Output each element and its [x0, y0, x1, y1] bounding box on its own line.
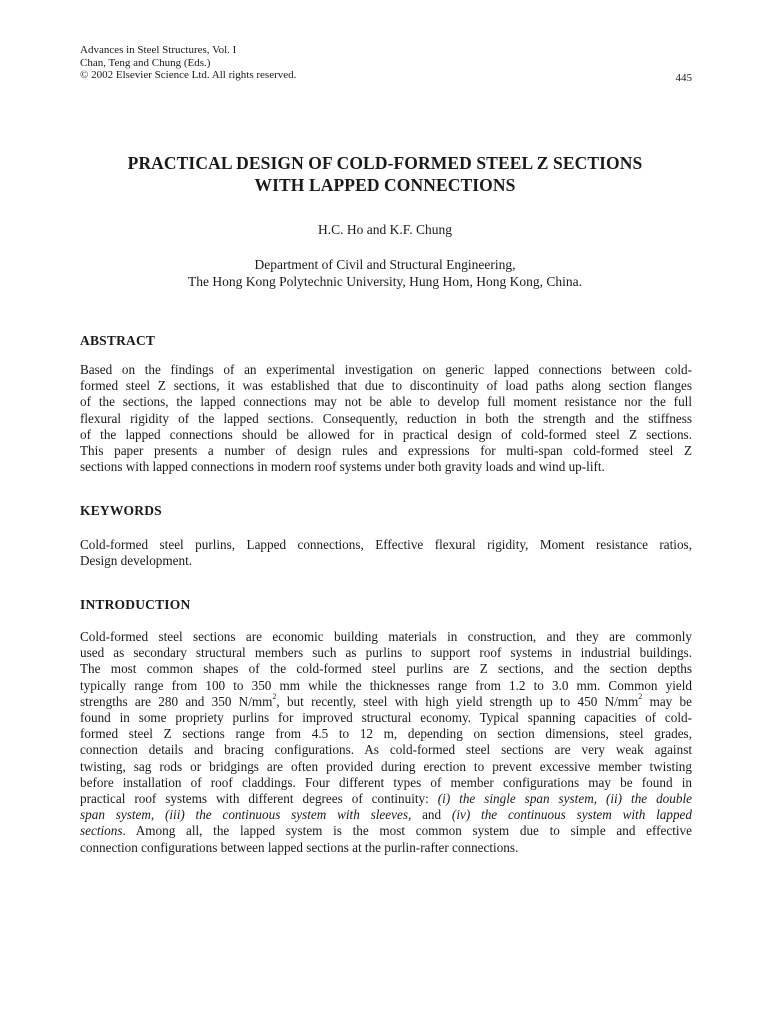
intro-text-segment: practical roof systems with different degrees of continuity: [80, 791, 438, 807]
introduction-heading: INTRODUCTION [80, 597, 191, 612]
header-line: Advances in Steel Structures, Vol. I [80, 44, 237, 56]
abstract-line: flexural rigidity of the lapped sections. Consequently, reduction in both the strength and the stiffness [80, 410, 692, 426]
intro-line: The most common shapes of the cold-formed steel purlins are Z sections, and the section depths [80, 661, 692, 677]
abstract-heading: ABSTRACT [80, 333, 156, 348]
abstract-line: of the lapped connections should be allowed for in practical design of cold-formed steel Z sections. [80, 426, 692, 442]
intro-line: before installation of roof claddings. Four different types of member configurations may be found in [80, 774, 692, 790]
introduction-text [80, 629, 692, 856]
affiliation [60, 256, 710, 290]
title-line: PRACTICAL DESIGN OF COLD-FORMED STEEL Z SECTIONS [127, 153, 643, 173]
affiliation-line: Department of Civil and Structural Engineering, [254, 257, 516, 272]
abstract-line: formed steel Z sections, it was established that due to discontinuity of load paths along section flanges [80, 378, 692, 394]
abstract-text [80, 362, 692, 475]
paper-title [60, 152, 710, 196]
intro-line [80, 694, 692, 710]
authors: H.C. Ho and K.F. Chung [318, 222, 452, 237]
header-line: Chan, Teng and Chung (Eds.) [80, 56, 211, 69]
intro-line: connection details and bracing configurations. As cold-formed steel sections are very weak against [80, 742, 692, 758]
abstract-line: Based on the findings of an experimental investigation on generic lapped connections between cold- [80, 362, 692, 377]
intro-line [80, 823, 692, 839]
keywords-line: Design development. [80, 553, 193, 569]
keywords-heading: KEYWORDS [80, 503, 162, 518]
intro-line: connection configurations between lapped sections at the purlin-rafter connections. [80, 839, 519, 855]
intro-italic-segment: (iv) the continuous system with lapped [451, 807, 692, 823]
intro-text-segment: and [411, 807, 452, 823]
intro-line: used as secondary structural members such as purlins to support roof systems in industrial buildings. [80, 645, 692, 661]
header-line: © 2002 Elsevier Science Ltd. All rights reserved. [80, 69, 297, 81]
intro-line [80, 807, 692, 823]
abstract-line: This paper presents a number of design rules and expressions for multi-span cold-formed steel Z [80, 443, 692, 459]
superscript: 2 [272, 692, 277, 702]
intro-line: formed steel Z sections range from 4.5 to 12 m, depending on section dimensions, steel grades, [80, 726, 692, 742]
abstract-line: sections with lapped connections in modern roof systems under both gravity loads and wind up-lift. [80, 459, 605, 475]
intro-italic-segment: span system, (iii) the continuous system with sleeves, [80, 807, 412, 823]
affiliation-line: The Hong Kong Polytechnic University, Hung Hom, Hong Kong, China. [188, 274, 582, 289]
intro-line: twisting, sag rods or bridgings are often provided during erection to prevent excessive member twisting [80, 758, 692, 774]
page-number: 445 [675, 72, 692, 84]
intro-line: typically range from 100 to 350 mm while the thicknesses range from 1.2 to 3.0 mm. Common yield [80, 677, 692, 693]
intro-italic-segment: sections [80, 823, 123, 839]
intro-text-segment: strengths are 280 and 350 N/mm [80, 693, 273, 709]
intro-italic-segment: (i) the single span system, (ii) the double [437, 791, 692, 807]
intro-line [80, 791, 692, 807]
intro-line: found in some propriety purlins for improved structural economy. Typical spanning capacities of cold- [80, 710, 692, 726]
keywords-text [80, 537, 692, 569]
intro-text-segment: may be [642, 693, 692, 709]
intro-line: Cold-formed steel sections are economic building materials in construction, and they are commonly [80, 629, 692, 644]
superscript: 2 [638, 692, 643, 702]
keywords-line: Cold-formed steel purlins, Lapped connections, Effective flexural rigidity, Moment resistance ratios, [80, 537, 692, 552]
intro-text-segment: . Among all, the lapped system is the most common system due to simple and effective [122, 823, 692, 839]
title-line: WITH LAPPED CONNECTIONS [254, 175, 516, 195]
abstract-line: of the sections, the lapped connections may not be able to develop full moment resistance nor the full [80, 394, 692, 410]
intro-text-segment: , but recently, steel with high yield strength up to 450 N/mm [276, 693, 639, 709]
